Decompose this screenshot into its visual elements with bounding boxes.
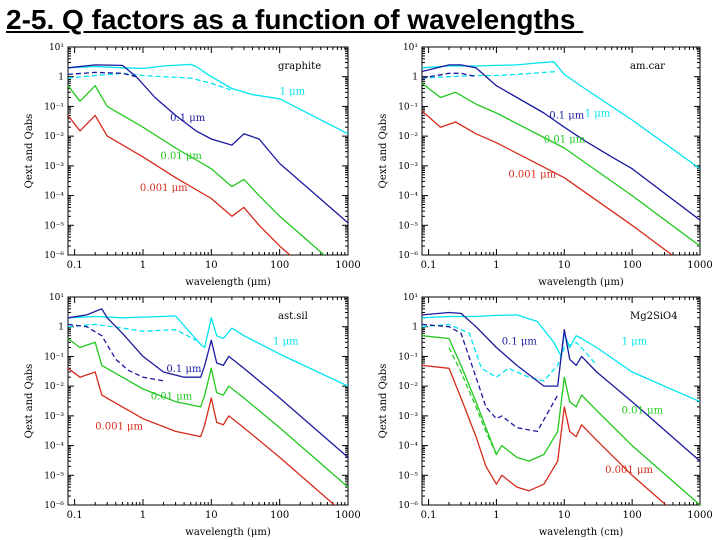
y-tick-label: 10⁻⁴ [398, 191, 418, 202]
series-line-green [68, 86, 348, 276]
x-tick-label: 100 [270, 260, 290, 271]
y-tick-label: 10¹ [48, 293, 64, 303]
x-tick-label: 0.1 [66, 510, 83, 521]
series-line-blue-dashed [68, 324, 164, 381]
x-tick-label: 100 [270, 510, 290, 521]
x-tick-label: 1000 [687, 260, 713, 271]
x-tick-label: 1 [493, 260, 500, 271]
y-tick-label: 10⁻³ [44, 161, 64, 172]
y-tick-label: 10⁻¹ [44, 102, 64, 113]
x-axis-label: wavelength (μm) [185, 527, 271, 538]
y-tick-label: 1 [58, 72, 64, 83]
y-tick-label: 10¹ [402, 43, 418, 53]
y-tick-label: 10⁻¹ [44, 352, 64, 363]
y-tick-label: 10⁻⁵ [398, 221, 418, 232]
x-tick-label: 1000 [335, 510, 361, 521]
y-tick-label: 10¹ [402, 293, 418, 303]
x-tick-label: 10 [557, 260, 571, 271]
x-tick-label: 0.1 [420, 510, 437, 521]
y-tick-label: 10⁻⁵ [398, 471, 418, 482]
series-line-red [68, 368, 348, 517]
y-tick-label: 10⁻⁶ [44, 251, 64, 261]
y-tick-label: 1 [58, 322, 64, 333]
y-axis-label: Qext and Qabs [24, 363, 35, 439]
y-tick-label: 1 [412, 72, 418, 83]
series-annotation: 0.01 μm [150, 391, 193, 403]
slide-title: 2-5. Q factors as a function of wavelengths [6, 4, 584, 35]
y-tick-label: 10⁻² [398, 132, 418, 143]
x-tick-label: 1 [139, 260, 147, 271]
series-line-green [422, 83, 700, 246]
x-tick-label: 0.1 [66, 260, 83, 271]
series-annotation: 0.001 μm [508, 169, 557, 181]
y-tick-label: 10⁻² [44, 382, 64, 393]
series-annotation: 1 μm [273, 336, 299, 348]
y-tick-label: 10¹ [48, 43, 64, 53]
x-axis-label: wavelength (μm) [538, 277, 624, 288]
plot-frame [68, 297, 348, 505]
series-annotation: 0.1 μm [549, 110, 585, 122]
chart-title: ast.sil [278, 311, 308, 322]
series-annotation: 0.001 μm [605, 464, 653, 476]
chart-title: am.car [630, 61, 665, 72]
series-annotation: 1 μm [621, 336, 648, 348]
y-tick-label: 10⁻⁴ [44, 191, 64, 202]
y-tick-label: 10⁻⁵ [44, 471, 64, 482]
series-annotation: 0.001 μm [95, 421, 143, 433]
x-axis-label: wavelength (cm) [538, 527, 624, 538]
x-tick-label: 1 [493, 510, 500, 521]
y-tick-label: 10⁻¹ [398, 352, 418, 363]
series-annotation: 0.1 μm [170, 113, 206, 125]
chart-title: graphite [278, 61, 322, 72]
chart-panel [24, 43, 361, 306]
x-axis-label: wavelength (μm) [185, 277, 271, 288]
series-annotation: 0.001 μm [139, 183, 188, 195]
x-tick-label: 100 [622, 260, 642, 271]
chart-panel [24, 293, 361, 538]
series-annotation: 1 μm [584, 108, 611, 120]
y-tick-label: 10⁻³ [398, 411, 418, 422]
series-line-blue [68, 65, 348, 223]
series-annotation: 0.01 μm [621, 405, 664, 417]
series-group [68, 309, 348, 517]
chart-title: Mg2SiO4 [630, 311, 678, 322]
y-axis-label: Qext and Qabs [378, 113, 389, 189]
y-tick-label: 10⁻⁴ [44, 441, 64, 452]
y-axis-label: Qext and Qabs [378, 363, 389, 439]
series-line-cyan-dashed [422, 324, 597, 381]
y-tick-label: 10⁻⁶ [398, 251, 418, 261]
x-tick-label: 1 [139, 510, 147, 521]
plot-frame [68, 47, 348, 255]
x-tick-label: 10 [204, 260, 218, 271]
series-annotation: 0.01 μm [543, 134, 586, 146]
y-tick-label: 10⁻¹ [398, 102, 418, 113]
x-tick-label: 1000 [687, 510, 713, 521]
y-tick-label: 10⁻³ [44, 411, 64, 422]
y-tick-label: 1 [412, 322, 418, 333]
x-tick-label: 0.1 [420, 260, 437, 271]
y-tick-label: 10⁻² [398, 382, 418, 393]
y-axis-label: Qext and Qabs [24, 113, 35, 189]
series-group [422, 62, 700, 276]
x-tick-label: 10 [557, 510, 571, 521]
series-group [422, 313, 700, 535]
x-tick-label: 10 [204, 510, 218, 521]
y-tick-label: 10⁻³ [398, 161, 418, 172]
y-tick-label: 10⁻⁶ [398, 501, 418, 511]
plot-frame [422, 47, 700, 255]
series-annotation: 0.01 μm [160, 151, 202, 163]
y-tick-label: 10⁻⁶ [44, 501, 64, 511]
y-tick-label: 10⁻² [44, 132, 64, 143]
x-tick-label: 100 [622, 510, 642, 521]
series-annotation: 0.1 μm [166, 363, 202, 375]
y-tick-label: 10⁻⁵ [44, 221, 64, 232]
series-annotation: 1 μm [279, 86, 306, 98]
series-annotation: 0.1 μm [501, 336, 537, 348]
chart-panel [378, 293, 713, 538]
x-tick-label: 1000 [335, 260, 361, 271]
y-tick-label: 10⁻⁴ [398, 441, 418, 452]
series-line-green-dashed [449, 348, 496, 455]
chart-panel [378, 43, 713, 288]
